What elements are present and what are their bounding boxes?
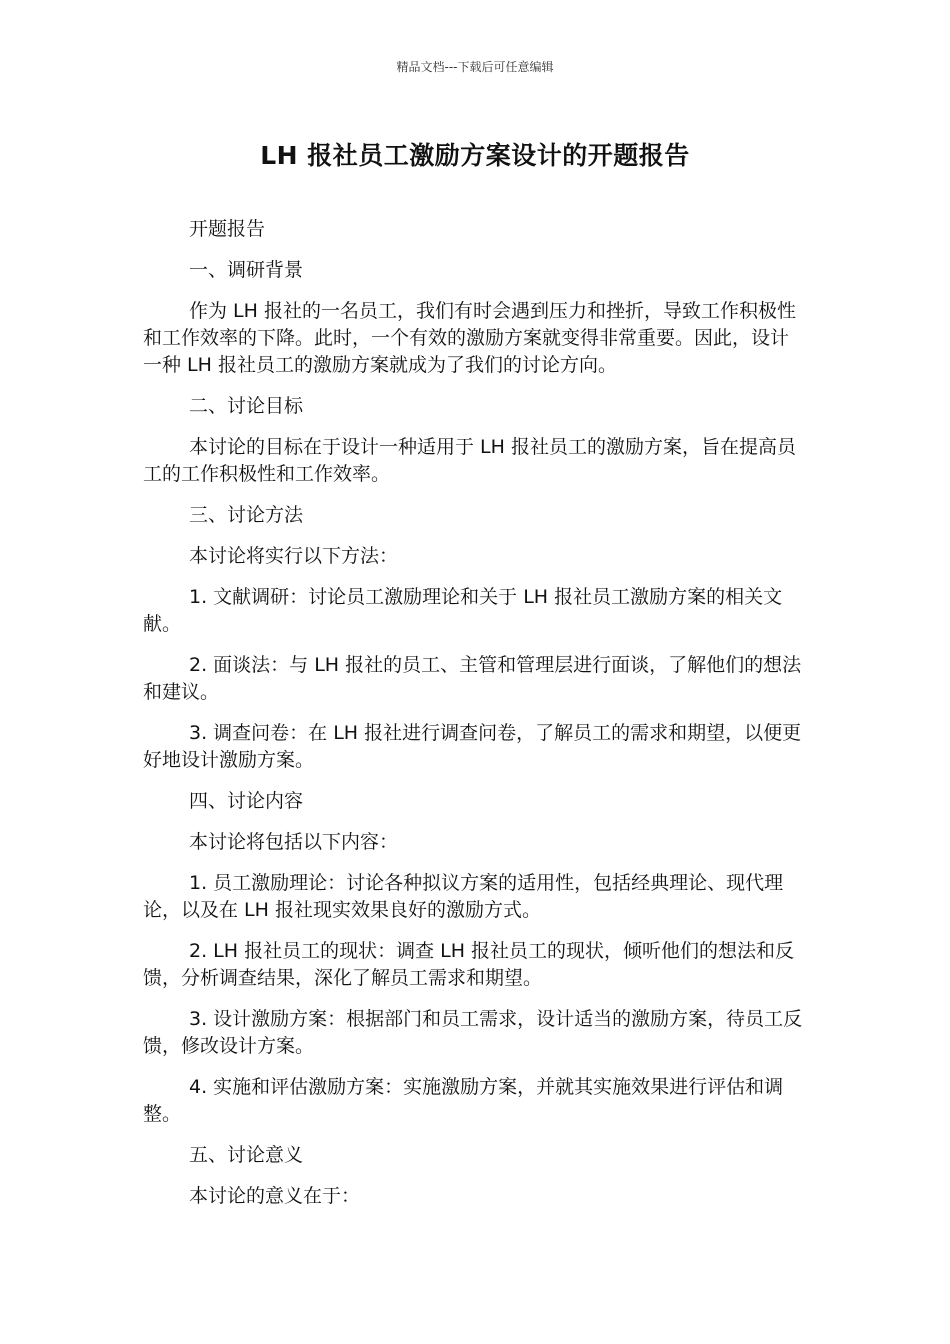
list-item-content-4: 4. 实施和评估激励方案：实施激励方案，并就其实施效果进行评估和调整。	[143, 1076, 784, 1125]
section-heading-goal: 二、讨论目标	[189, 395, 304, 417]
section-heading-method: 三、讨论方法	[189, 504, 304, 526]
document-title: LH 报社员工激励方案设计的开题报告	[260, 141, 690, 170]
paragraph-content-intro: 本讨论将包括以下内容：	[189, 831, 399, 853]
paragraph-goal: 本讨论的目标在于设计一种适用于 LH 报社员工的激励方案，旨在提高员工的工作积极性和工作效率。	[143, 436, 796, 485]
list-item-content-1: 1. 员工激励理论：讨论各种拟议方案的适用性，包括经典理论、现代理论，以及在 LH 报社现实效果良好的激励方式。	[143, 872, 784, 921]
list-item-method-3: 3. 调查问卷：在 LH 报社进行调查问卷，了解员工的需求和期望，以便更好地设计激励方案。	[143, 722, 802, 771]
list-item-method-1: 1. 文献调研：讨论员工激励理论和关于 LH 报社员工激励方案的相关文献。	[143, 586, 783, 635]
list-item-content-2: 2. LH 报社员工的现状：调查 LH 报社员工的现状，倾听他们的想法和反馈，分析调查结果，深化了解员工需求和期望。	[143, 940, 795, 989]
paragraph-background: 作为 LH 报社的一名员工，我们有时会遇到压力和挫折，导致工作积极性和工作效率的下降。此时，一个有效的激励方案就变得非常重要。因此，设计一种 LH 报社员工的激励方案就成为了我们的讨论方向。	[143, 300, 796, 376]
paragraph-report-label: 开题报告	[189, 218, 266, 240]
section-heading-content: 四、讨论内容	[189, 790, 304, 812]
section-heading-background: 一、调研背景	[189, 259, 304, 281]
section-heading-significance: 五、讨论意义	[189, 1144, 304, 1166]
document-body	[143, 216, 807, 1224]
paragraph-significance-intro: 本讨论的意义在于：	[189, 1185, 361, 1207]
list-item-content-3: 3. 设计激励方案：根据部门和员工需求，设计适当的激励方案，待员工反馈，修改设计方案。	[143, 1008, 803, 1057]
list-item-method-2: 2. 面谈法：与 LH 报社的员工、主管和管理层进行面谈，了解他们的想法和建议。	[143, 654, 802, 703]
header-note: 精品文档---下载后可任意编辑	[396, 60, 554, 74]
paragraph-method-intro: 本讨论将实行以下方法：	[189, 545, 399, 567]
